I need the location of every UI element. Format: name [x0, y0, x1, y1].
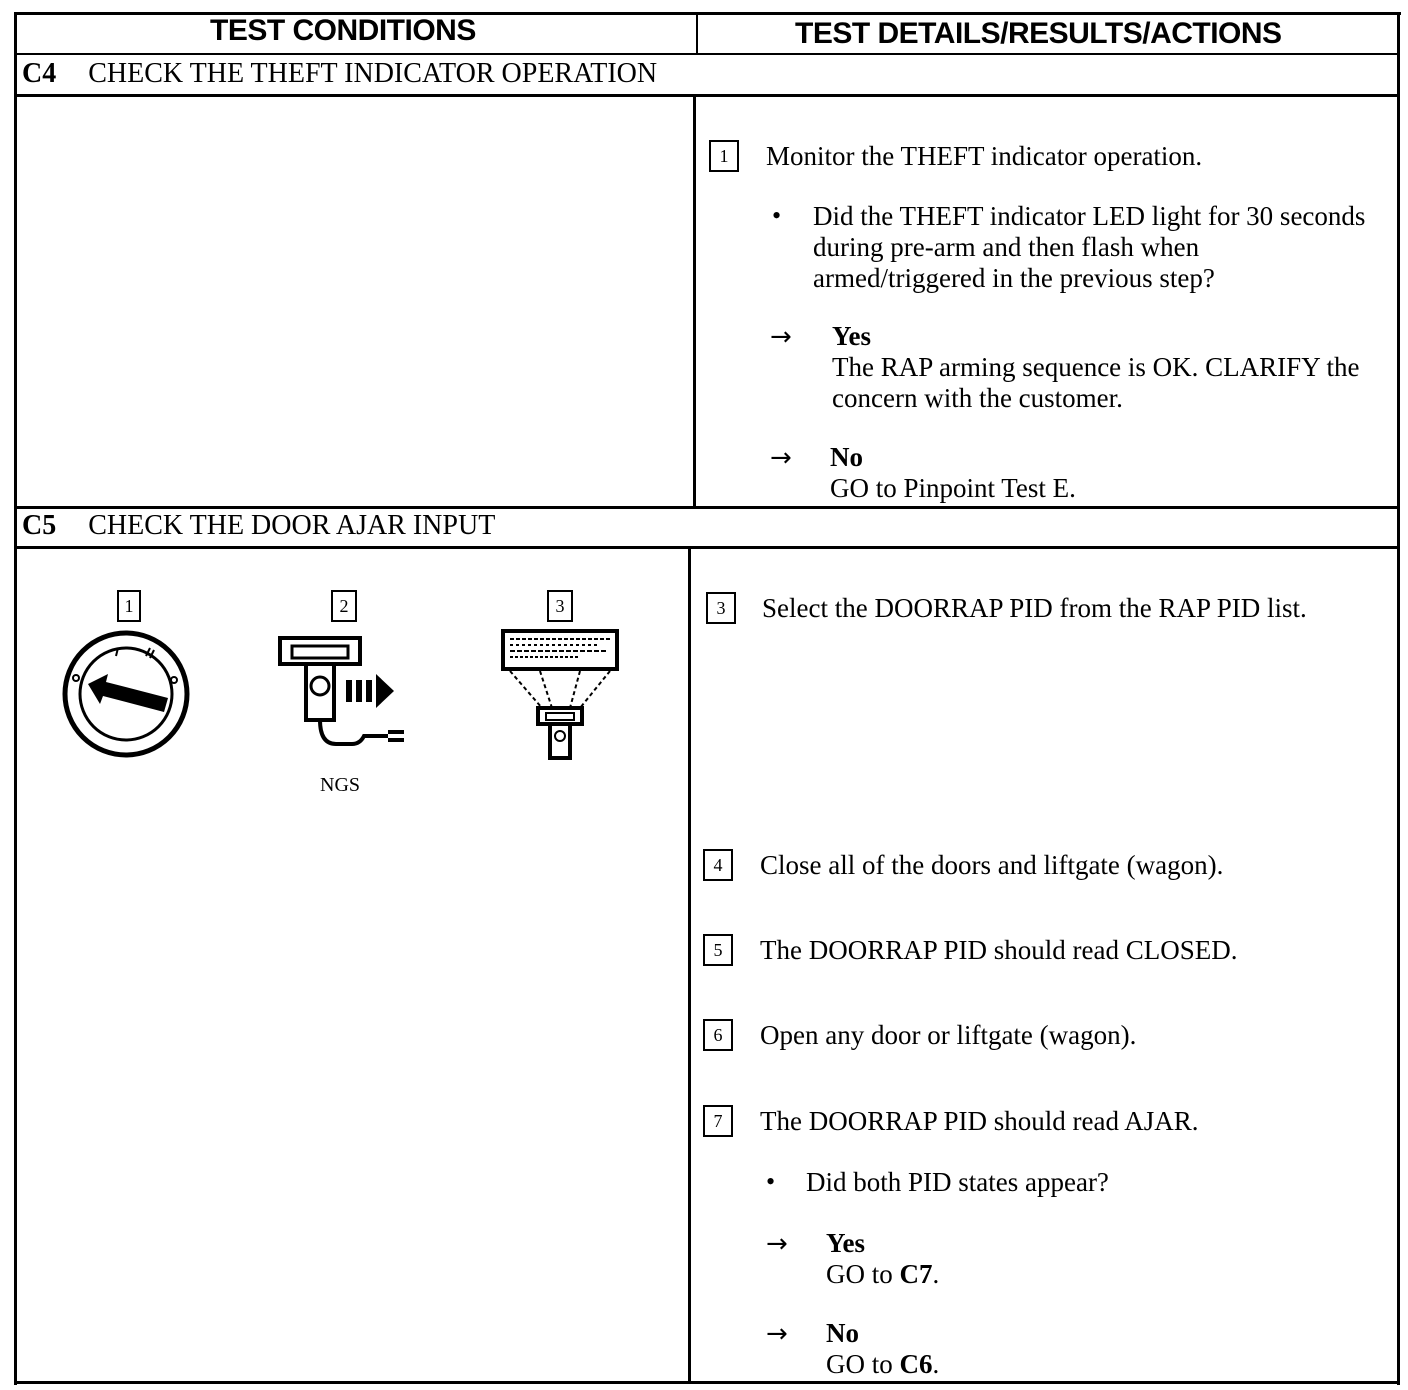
c5-no-target: C6 — [899, 1349, 933, 1379]
c5-code: C5 — [22, 510, 57, 541]
c5-figure-2-label: NGS — [320, 774, 361, 796]
c5-yes-target: C7 — [899, 1259, 933, 1289]
c5-question-text: Did both PID states appear? — [806, 1167, 1109, 1197]
c5-no-prefix: GO to — [826, 1349, 900, 1379]
c5-no-arrow: → — [766, 1319, 788, 1349]
c4-section-title — [22, 58, 657, 90]
c4-question-text: Did the THEFT indicator LED light for 30 seconds during pre-arm and then flash when armed/triggered in the previous step? — [813, 201, 1366, 293]
frame-bottom — [14, 1381, 1400, 1384]
header-column-divider — [696, 12, 698, 55]
c4-yes-label: Yes — [832, 321, 871, 351]
c5-yes-suffix: . — [932, 1259, 940, 1289]
header-divider — [17, 53, 1400, 55]
c4-no-label: No — [830, 442, 863, 472]
c4-step-1-number: 1 — [709, 140, 739, 172]
c4-title-divider — [17, 94, 1400, 97]
c5-step-7-text: The DOORRAP PID should read AJAR. — [760, 1106, 1199, 1136]
c5-yes-arrow: → — [766, 1229, 788, 1259]
c5-section-title — [22, 510, 495, 542]
c5-no-label: No — [826, 1318, 859, 1348]
c5-step-4-text: Close all of the doors and liftgate (wagon). — [760, 850, 1224, 880]
c4-question-bullet: • — [772, 201, 782, 230]
c5-question-bullet: • — [766, 1167, 776, 1196]
scan-tool-display-icon — [500, 628, 622, 764]
c5-figure-3-number: 3 — [547, 590, 573, 622]
c4-column-divider — [693, 94, 696, 508]
c4-yes-arrow: → — [770, 322, 792, 352]
ngs-scan-tool-icon — [276, 632, 416, 762]
c4-step-1-text: Monitor the THEFT indicator operation. — [766, 141, 1203, 171]
c5-title-top-divider — [17, 506, 1400, 509]
frame-right — [1397, 12, 1400, 1385]
ignition-switch-icon — [58, 626, 194, 762]
c5-no-suffix: . — [932, 1349, 940, 1379]
c5-title-bottom-divider — [17, 546, 1400, 549]
c5-step-6-text: Open any door or liftgate (wagon). — [760, 1020, 1137, 1050]
c5-step-7-number: 7 — [703, 1105, 733, 1137]
c5-step-5-text: The DOORRAP PID should read CLOSED. — [760, 935, 1238, 965]
header-test-details: TEST DETAILS/RESULTS/ACTIONS — [795, 17, 1282, 50]
c4-code: C4 — [22, 58, 57, 89]
c5-step-3-number: 3 — [706, 592, 736, 624]
c5-yes-label: Yes — [826, 1228, 865, 1258]
c5-no-text — [826, 1349, 1326, 1380]
c5-yes-text — [826, 1259, 1326, 1290]
c5-title: CHECK THE DOOR AJAR INPUT — [88, 510, 496, 541]
c5-step-6-number: 6 — [703, 1019, 733, 1051]
c5-yes-prefix: GO to — [826, 1259, 900, 1289]
c5-step-4-number: 4 — [703, 849, 733, 881]
c4-no-arrow: → — [770, 443, 792, 473]
c4-no-text: GO to Pinpoint Test E. — [830, 473, 1076, 503]
c5-step-3-text: Select the DOORRAP PID from the RAP PID list. — [762, 593, 1307, 623]
c5-figure-2-number: 2 — [331, 590, 357, 622]
c4-yes-text: The RAP arming sequence is OK. CLARIFY the concern with the customer. — [832, 352, 1360, 413]
header-test-conditions: TEST CONDITIONS — [210, 14, 476, 47]
frame-left — [14, 12, 17, 1385]
c5-column-divider — [688, 546, 691, 1384]
c4-title: CHECK THE THEFT INDICATOR OPERATION — [88, 58, 658, 89]
c5-figure-1-number: 1 — [117, 590, 141, 622]
c5-step-5-number: 5 — [703, 934, 733, 966]
